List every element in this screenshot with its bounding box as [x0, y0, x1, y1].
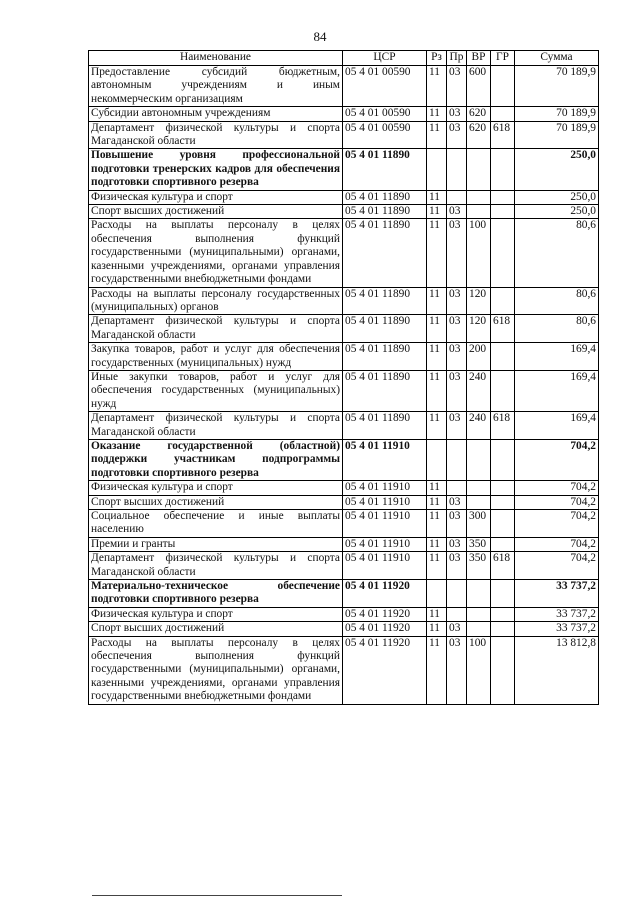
- cell-gr: 618: [491, 552, 515, 580]
- cell-vr: 350: [467, 552, 491, 580]
- cell-sum: 250,0: [515, 205, 599, 219]
- header-vr: ВР: [467, 51, 491, 66]
- cell-pr: [447, 439, 467, 480]
- cell-gr: [491, 580, 515, 608]
- cell-gr: [491, 439, 515, 480]
- cell-csr: 05 4 01 11890: [343, 370, 427, 411]
- header-sum: Сумма: [515, 51, 599, 66]
- cell-name: Департамент физической культуры и спорта Магаданской области: [89, 552, 343, 580]
- cell-pr: 03: [447, 510, 467, 538]
- cell-csr: 05 4 01 11920: [343, 580, 427, 608]
- cell-gr: [491, 219, 515, 287]
- cell-csr: 05 4 01 11890: [343, 219, 427, 287]
- table-row: [89, 190, 599, 204]
- cell-sum: 704,2: [515, 510, 599, 538]
- cell-csr: 05 4 01 11910: [343, 481, 427, 495]
- cell-vr: [467, 149, 491, 190]
- cell-csr: 05 4 01 11910: [343, 537, 427, 551]
- cell-vr: [467, 481, 491, 495]
- header-row: [89, 51, 599, 66]
- table-row: [89, 219, 599, 287]
- header-gr: ГР: [491, 51, 515, 66]
- cell-csr: 05 4 01 00590: [343, 66, 427, 107]
- table-row: [89, 622, 599, 636]
- cell-csr: 05 4 01 11890: [343, 205, 427, 219]
- cell-rz: 11: [427, 510, 447, 538]
- cell-gr: 618: [491, 121, 515, 149]
- cell-csr: 05 4 01 11890: [343, 315, 427, 343]
- table-row: [89, 552, 599, 580]
- cell-name: Департамент физической культуры и спорта Магаданской области: [89, 121, 343, 149]
- cell-name: Субсидии автономным учреждениям: [89, 107, 343, 121]
- cell-sum: 704,2: [515, 439, 599, 480]
- cell-vr: [467, 495, 491, 509]
- table-row: [89, 149, 599, 190]
- cell-pr: [447, 580, 467, 608]
- cell-csr: 05 4 01 11910: [343, 552, 427, 580]
- cell-vr: [467, 205, 491, 219]
- cell-name: Материально-техническое обеспечение подготовки спортивного резерва: [89, 580, 343, 608]
- cell-gr: [491, 481, 515, 495]
- cell-rz: 11: [427, 219, 447, 287]
- cell-vr: 240: [467, 412, 491, 440]
- cell-gr: [491, 66, 515, 107]
- cell-name: Повышение уровня профессиональной подготовки тренерских кадров для обеспечения подготовки спортивного резерва: [89, 149, 343, 190]
- cell-rz: [427, 580, 447, 608]
- cell-sum: 33 737,2: [515, 580, 599, 608]
- cell-name: Департамент физической культуры и спорта Магаданской области: [89, 412, 343, 440]
- cell-pr: 03: [447, 622, 467, 636]
- cell-vr: 620: [467, 107, 491, 121]
- cell-sum: 33 737,2: [515, 607, 599, 621]
- cell-sum: 704,2: [515, 481, 599, 495]
- cell-pr: [447, 190, 467, 204]
- cell-vr: 240: [467, 370, 491, 411]
- cell-pr: 03: [447, 636, 467, 704]
- header-csr: ЦСР: [343, 51, 427, 66]
- cell-rz: 11: [427, 636, 447, 704]
- cell-rz: 11: [427, 205, 447, 219]
- cell-csr: 05 4 01 11890: [343, 190, 427, 204]
- cell-sum: 80,6: [515, 287, 599, 315]
- cell-pr: 03: [447, 495, 467, 509]
- cell-rz: 11: [427, 107, 447, 121]
- cell-vr: 100: [467, 219, 491, 287]
- cell-sum: 70 189,9: [515, 66, 599, 107]
- cell-pr: [447, 481, 467, 495]
- cell-sum: 250,0: [515, 190, 599, 204]
- budget-table: [88, 50, 599, 705]
- cell-csr: 05 4 01 11910: [343, 439, 427, 480]
- cell-sum: 80,6: [515, 315, 599, 343]
- cell-vr: [467, 439, 491, 480]
- cell-rz: 11: [427, 607, 447, 621]
- table-row: [89, 495, 599, 509]
- cell-rz: 11: [427, 412, 447, 440]
- cell-name: Физическая культура и спорт: [89, 607, 343, 621]
- cell-rz: 11: [427, 121, 447, 149]
- cell-vr: 350: [467, 537, 491, 551]
- header-pr: Пр: [447, 51, 467, 66]
- cell-pr: 03: [447, 287, 467, 315]
- cell-vr: [467, 622, 491, 636]
- cell-vr: 200: [467, 343, 491, 371]
- cell-gr: [491, 107, 515, 121]
- cell-pr: 03: [447, 219, 467, 287]
- cell-vr: 120: [467, 315, 491, 343]
- page-number: 84: [313, 29, 327, 44]
- cell-gr: [491, 510, 515, 538]
- cell-csr: 05 4 01 11910: [343, 510, 427, 538]
- table-row: [89, 287, 599, 315]
- cell-sum: 33 737,2: [515, 622, 599, 636]
- cell-csr: 05 4 01 00590: [343, 121, 427, 149]
- cell-name: Спорт высших достижений: [89, 495, 343, 509]
- table-row: [89, 205, 599, 219]
- cell-csr: 05 4 01 11920: [343, 607, 427, 621]
- cell-vr: [467, 190, 491, 204]
- cell-rz: 11: [427, 481, 447, 495]
- cell-pr: 03: [447, 121, 467, 149]
- cell-sum: 250,0: [515, 149, 599, 190]
- header-rz: Рз: [427, 51, 447, 66]
- cell-pr: [447, 149, 467, 190]
- cell-pr: 03: [447, 370, 467, 411]
- header-name: Наименование: [89, 51, 343, 66]
- table-row: [89, 66, 599, 107]
- table-row: [89, 121, 599, 149]
- cell-rz: 11: [427, 622, 447, 636]
- table-row: [89, 636, 599, 704]
- cell-name: Расходы на выплаты персоналу государственных (муниципальных) органов: [89, 287, 343, 315]
- cell-csr: 05 4 01 11890: [343, 287, 427, 315]
- cell-name: Закупка товаров, работ и услуг для обеспечения государственных (муниципальных) нужд: [89, 343, 343, 371]
- cell-gr: [491, 537, 515, 551]
- cell-vr: 100: [467, 636, 491, 704]
- cell-sum: 80,6: [515, 219, 599, 287]
- cell-gr: [491, 607, 515, 621]
- table-body: [89, 66, 599, 705]
- cell-rz: 11: [427, 315, 447, 343]
- cell-sum: 169,4: [515, 343, 599, 371]
- cell-name: Расходы на выплаты персоналу в целях обеспечения выполнения функций государственными (муниципальными) органами, казенными учреждениями, органами управления государственными внебюджетными фондами: [89, 219, 343, 287]
- table-row: [89, 370, 599, 411]
- cell-pr: 03: [447, 343, 467, 371]
- cell-gr: 618: [491, 315, 515, 343]
- cell-name: Расходы на выплаты персоналу в целях обеспечения выполнения функций государственными (муниципальными) органами, казенными учреждениями, органами управления государственными внебюджетными фондами: [89, 636, 343, 704]
- cell-vr: 120: [467, 287, 491, 315]
- cell-name: Премии и гранты: [89, 537, 343, 551]
- cell-rz: [427, 149, 447, 190]
- cell-name: Социальное обеспечение и иные выплаты населению: [89, 510, 343, 538]
- cell-gr: [491, 190, 515, 204]
- cell-csr: 05 4 01 11920: [343, 636, 427, 704]
- cell-gr: [491, 370, 515, 411]
- cell-pr: 03: [447, 107, 467, 121]
- cell-rz: 11: [427, 66, 447, 107]
- table-row: [89, 607, 599, 621]
- table-row: [89, 343, 599, 371]
- cell-pr: [447, 607, 467, 621]
- cell-name: Физическая культура и спорт: [89, 190, 343, 204]
- cell-rz: 11: [427, 190, 447, 204]
- cell-sum: 13 812,8: [515, 636, 599, 704]
- cell-vr: [467, 580, 491, 608]
- cell-gr: [491, 343, 515, 371]
- cell-csr: 05 4 01 11890: [343, 343, 427, 371]
- cell-pr: 03: [447, 205, 467, 219]
- cell-name: Департамент физической культуры и спорта Магаданской области: [89, 315, 343, 343]
- table-row: [89, 580, 599, 608]
- cell-name: Спорт высших достижений: [89, 622, 343, 636]
- cell-gr: [491, 287, 515, 315]
- cell-pr: 03: [447, 412, 467, 440]
- cell-vr: 620: [467, 121, 491, 149]
- cell-csr: 05 4 01 00590: [343, 107, 427, 121]
- cell-vr: [467, 607, 491, 621]
- cell-rz: 11: [427, 552, 447, 580]
- cell-csr: 05 4 01 11890: [343, 149, 427, 190]
- cell-sum: 704,2: [515, 552, 599, 580]
- cell-gr: 618: [491, 412, 515, 440]
- cell-vr: 300: [467, 510, 491, 538]
- cell-gr: [491, 636, 515, 704]
- cell-name: Иные закупки товаров, работ и услуг для обеспечения государственных (муниципальных) нужд: [89, 370, 343, 411]
- footer-divider: [92, 895, 342, 896]
- cell-gr: [491, 205, 515, 219]
- cell-gr: [491, 495, 515, 509]
- cell-gr: [491, 622, 515, 636]
- cell-csr: 05 4 01 11890: [343, 412, 427, 440]
- cell-pr: 03: [447, 552, 467, 580]
- cell-gr: [491, 149, 515, 190]
- cell-name: Предоставление субсидий бюджетным, автономным учреждениям и иным некоммерческим организациям: [89, 66, 343, 107]
- cell-pr: 03: [447, 315, 467, 343]
- cell-rz: [427, 439, 447, 480]
- table-row: [89, 412, 599, 440]
- cell-sum: 70 189,9: [515, 121, 599, 149]
- cell-vr: 600: [467, 66, 491, 107]
- cell-rz: 11: [427, 537, 447, 551]
- cell-rz: 11: [427, 370, 447, 411]
- table-row: [89, 481, 599, 495]
- cell-sum: 70 189,9: [515, 107, 599, 121]
- cell-sum: 169,4: [515, 412, 599, 440]
- cell-pr: 03: [447, 537, 467, 551]
- cell-csr: 05 4 01 11910: [343, 495, 427, 509]
- cell-name: Оказание государственной (областной) поддержки участникам подпрограммы подготовки спортивного резерва: [89, 439, 343, 480]
- cell-sum: 169,4: [515, 370, 599, 411]
- cell-rz: 11: [427, 343, 447, 371]
- cell-rz: 11: [427, 495, 447, 509]
- cell-pr: 03: [447, 66, 467, 107]
- cell-name: Спорт высших достижений: [89, 205, 343, 219]
- cell-csr: 05 4 01 11920: [343, 622, 427, 636]
- table-row: [89, 107, 599, 121]
- cell-sum: 704,2: [515, 537, 599, 551]
- cell-sum: 704,2: [515, 495, 599, 509]
- table-row: [89, 510, 599, 538]
- table-row: [89, 439, 599, 480]
- table-row: [89, 315, 599, 343]
- cell-rz: 11: [427, 287, 447, 315]
- cell-name: Физическая культура и спорт: [89, 481, 343, 495]
- table-row: [89, 537, 599, 551]
